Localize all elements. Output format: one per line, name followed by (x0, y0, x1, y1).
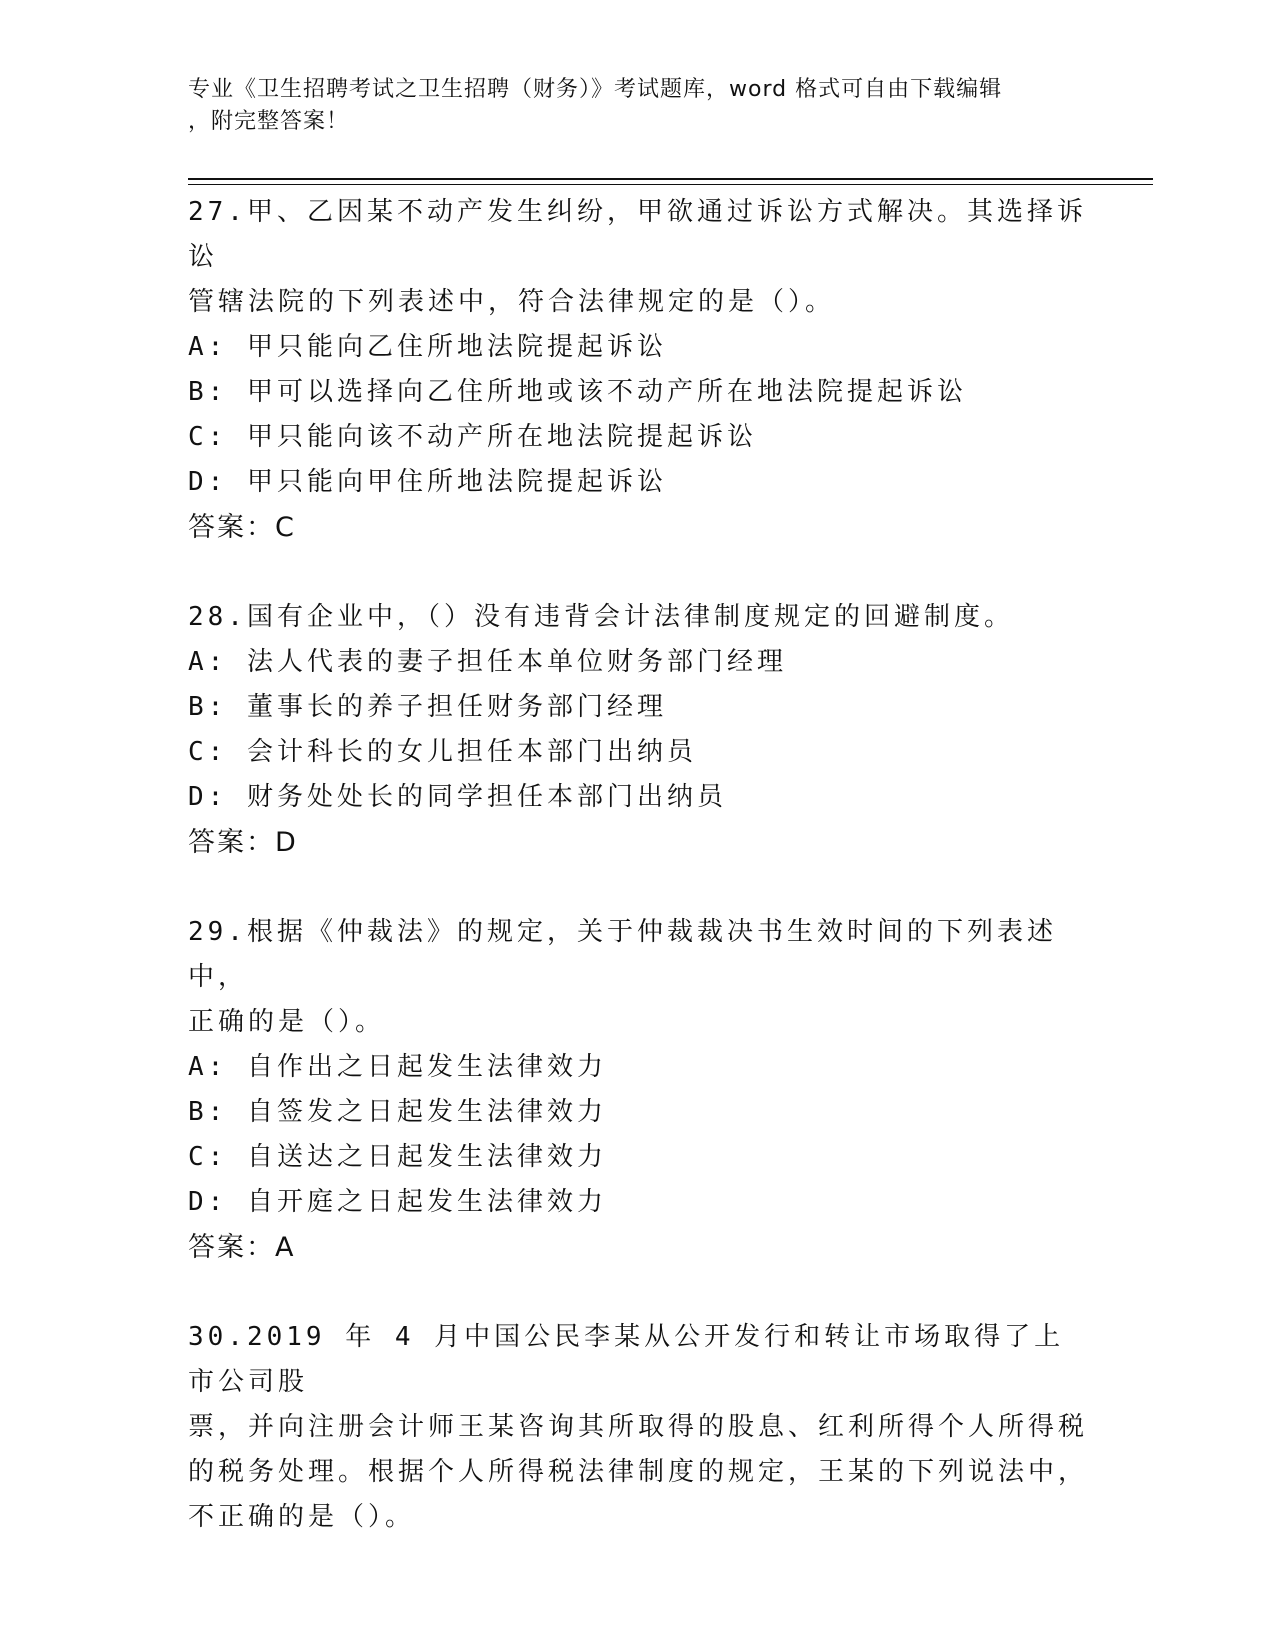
question-29 (188, 910, 1088, 1270)
stem-line: 27.甲、乙因某不动产发生纠纷，甲欲通过诉讼方式解决。其选择诉讼 (188, 197, 1087, 272)
stem-line: 正确的是（）。 (188, 1007, 386, 1037)
question-gap (188, 550, 1088, 595)
stem-line: 29.根据《仲裁法》的规定，关于仲裁裁决书生效时间的下列表述中， (188, 917, 1057, 992)
stem-line: 28.国有企业中，（）没有违背会计法律制度规定的回避制度。 (188, 602, 1014, 632)
stem-line: 票，并向注册会计师王某咨询其所取得的股息、红利所得个人所得税 (188, 1412, 1089, 1442)
option-d: D: 甲只能向甲住所地法院提起诉讼 (188, 467, 667, 497)
question-28 (188, 595, 1088, 865)
option-c: C: 会计科长的女儿担任本部门出纳员 (188, 737, 697, 767)
header-rule-thick (188, 178, 1153, 180)
option-c: C: 甲只能向该不动产所在地法院提起诉讼 (188, 422, 757, 452)
question-stem (188, 190, 1088, 325)
stem-line: 30.2019 年 4 月中国公民李某从公开发行和转让市场取得了上市公司股 (188, 1322, 1065, 1397)
option-b: B: 董事长的养子担任财务部门经理 (188, 692, 667, 722)
header-rule-thin (188, 184, 1153, 185)
option-b: B: 自签发之日起发生法律效力 (188, 1097, 607, 1127)
question-stem (188, 910, 1088, 1045)
answer: 答案：A (188, 1232, 296, 1263)
question-stem (188, 595, 1088, 640)
option-d: D: 财务处处长的同学担任本部门出纳员 (188, 782, 727, 812)
option-c: C: 自送达之日起发生法律效力 (188, 1142, 607, 1172)
option-d: D: 自开庭之日起发生法律效力 (188, 1187, 607, 1217)
option-a: A: 法人代表的妻子担任本单位财务部门经理 (188, 647, 787, 677)
stem-line: 不正确的是（）。 (188, 1502, 416, 1532)
question-27 (188, 190, 1088, 550)
question-30 (188, 1315, 1088, 1540)
option-a: A: 自作出之日起发生法律效力 (188, 1052, 607, 1082)
header-line-1: 专业《卫生招聘考试之卫生招聘（财务）》考试题库，word 格式可自由下载编辑 (188, 77, 1003, 102)
document-header (188, 74, 1068, 138)
header-line-2: ，附完整答案！ (188, 109, 350, 134)
option-b: B: 甲可以选择向乙住所地或该不动产所在地法院提起诉讼 (188, 377, 967, 407)
question-stem (188, 1315, 1088, 1540)
option-a: A: 甲只能向乙住所地法院提起诉讼 (188, 332, 667, 362)
stem-line: 的税务处理。根据个人所得税法律制度的规定，王某的下列说法中， (188, 1457, 1089, 1487)
question-list (188, 190, 1088, 1540)
question-gap (188, 1270, 1088, 1315)
stem-line: 管辖法院的下列表述中，符合法律规定的是（）。 (188, 287, 836, 317)
answer: 答案：D (188, 827, 298, 858)
question-gap (188, 865, 1088, 910)
answer: 答案：C (188, 512, 296, 543)
